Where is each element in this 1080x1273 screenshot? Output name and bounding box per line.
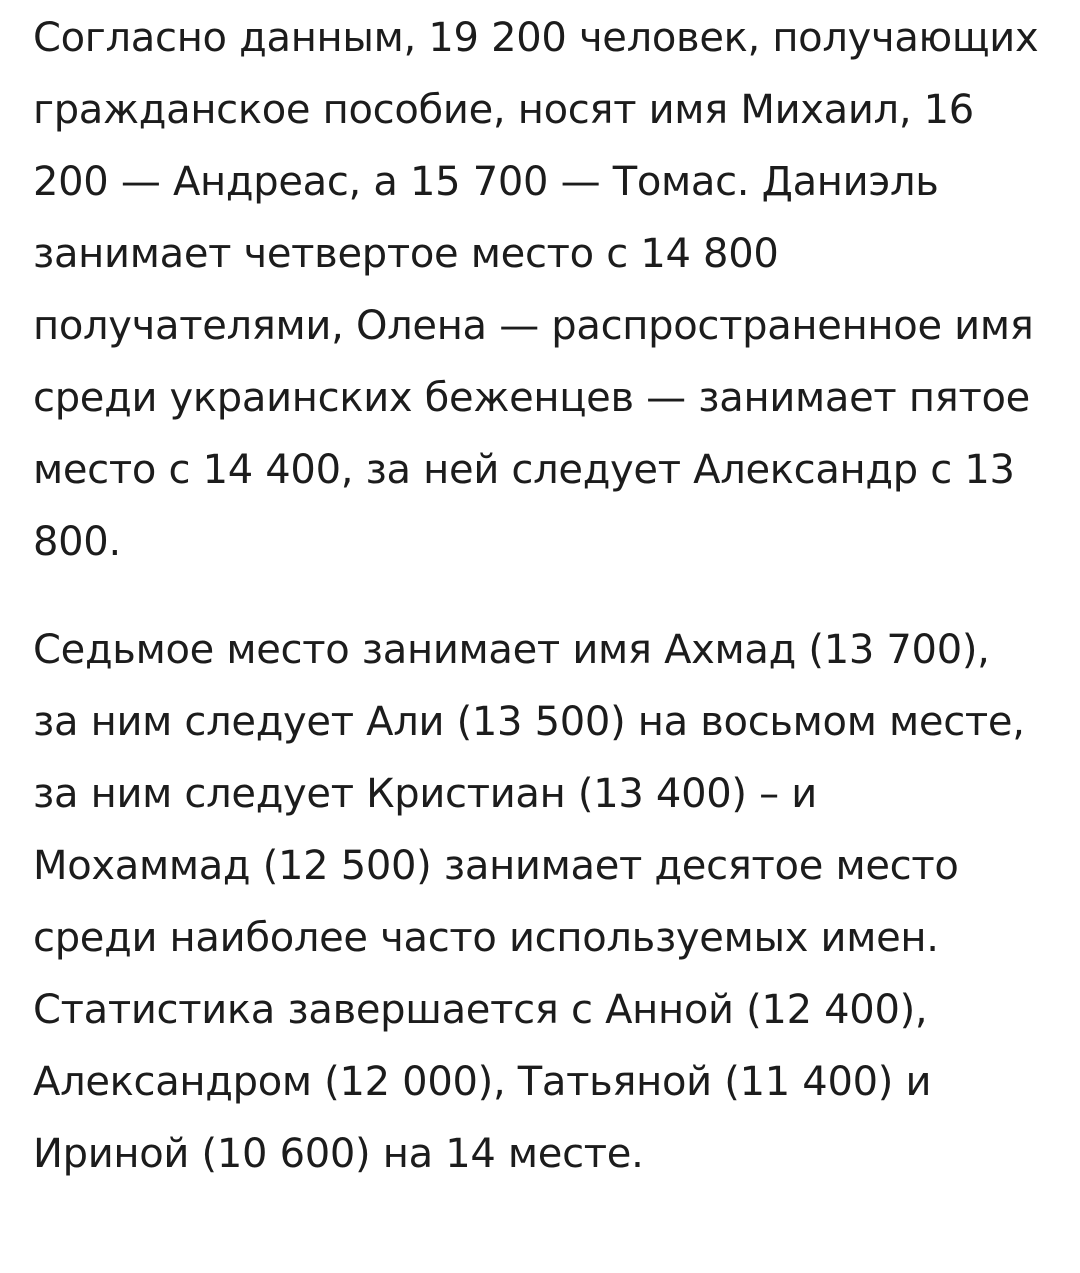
paragraph-1: Согласно данным, 19 200 человек, получающих гражданское пособие, носят имя Михаил, 16 200 — Андреас, а 15 700 — Томас. Даниэль занимает четвертое место с 14 800 получателями, Олена — распространенное имя среди украинских беженцев — занимает пятое место с 14 400, за ней следует Александр с 13 800. — [33, 15, 1039, 565]
article-text — [33, 0, 1043, 1190]
paragraph-2: Седьмое место занимает имя Ахмад (13 700), за ним следует Али (13 500) на восьмом месте, за ним следует Кристиан (13 400) – и Мохаммад (12 500) занимает десятое место среди наиболее часто используемых имен. Статистика завершается с Анной (12 400), Александром (12 000), Татьяной (11 400) и Ириной (10 600) на 14 месте. — [33, 627, 1025, 1177]
